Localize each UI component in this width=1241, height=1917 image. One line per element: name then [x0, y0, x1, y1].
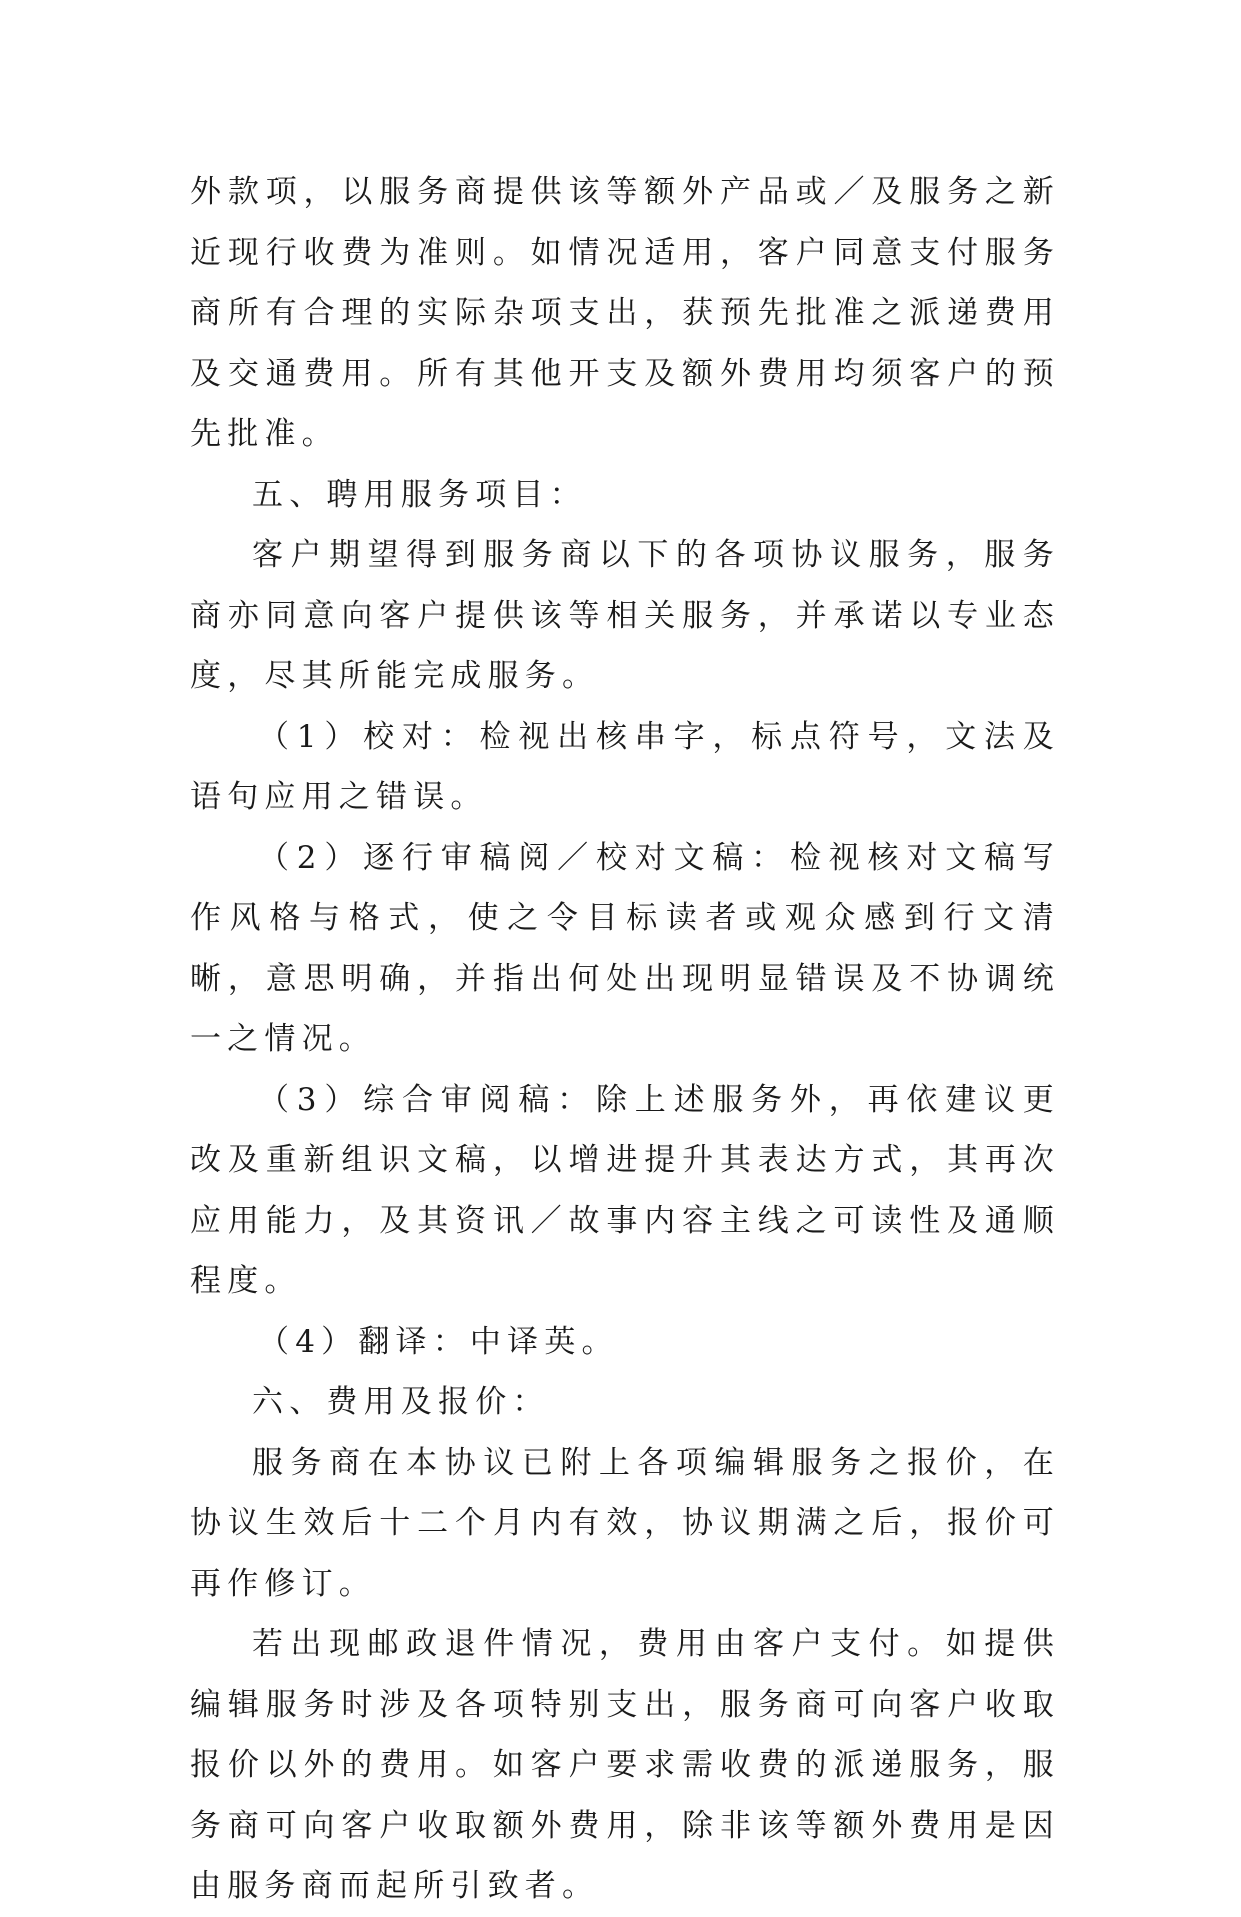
list-item-line-editing: （2）逐行审稿阅／校对文稿：检视核对文稿写作风格与格式，使之令目标读者或观众感到行文清晰，意思明确，并指出何处出现明显错误及不协调统一之情况。	[190, 839, 1060, 1057]
document-body	[190, 162, 1060, 1917]
paragraph-extra-charges: 若出现邮政退件情况，费用由客户支付。如提供编辑服务时涉及各项特别支出，服务商可向客户收取报价以外的费用。如客户要求需收费的派递服务，服务商可向客户收取额外费用，除非该等额外费用是因由服务商而起所引致者。	[190, 1626, 1060, 1904]
section-heading-fees: 六、费用及报价：	[252, 1384, 550, 1420]
paragraph-fee-basis: 外款项，以服务商提供该等额外产品或／及服务之新近现行收费为准则。如情况适用，客户同意支付服务商所有合理的实际杂项支出，获预先批准之派递费用及交通费用。所有其他开支及额外费用均须客户的预先批准。	[190, 174, 1060, 452]
paragraph-quotation-validity: 服务商在本协议已附上各项编辑服务之报价，在协议生效后十二个月内有效，协议期满之后，报价可再作修订。	[190, 1444, 1060, 1602]
section-heading-services: 五、聘用服务项目：	[252, 476, 587, 513]
list-item-comprehensive-review: （3）综合审阅稿：除上述服务外，再依建议更改及重新组识文稿，以增进提升其表达方式，其再次应用能力，及其资讯／故事内容主线之可读性及通顺程度。	[190, 1081, 1060, 1299]
list-item-proofreading: （1）校对：检视出核串字，标点符号，文法及语句应用之错误。	[190, 718, 1060, 815]
paragraph-services-intro: 客户期望得到服务商以下的各项协议服务，服务商亦同意向客户提供该等相关服务，并承诺以专业态度，尽其所能完成服务。	[190, 537, 1060, 694]
list-item-translation: （4）翻译：中译英。	[258, 1323, 619, 1360]
